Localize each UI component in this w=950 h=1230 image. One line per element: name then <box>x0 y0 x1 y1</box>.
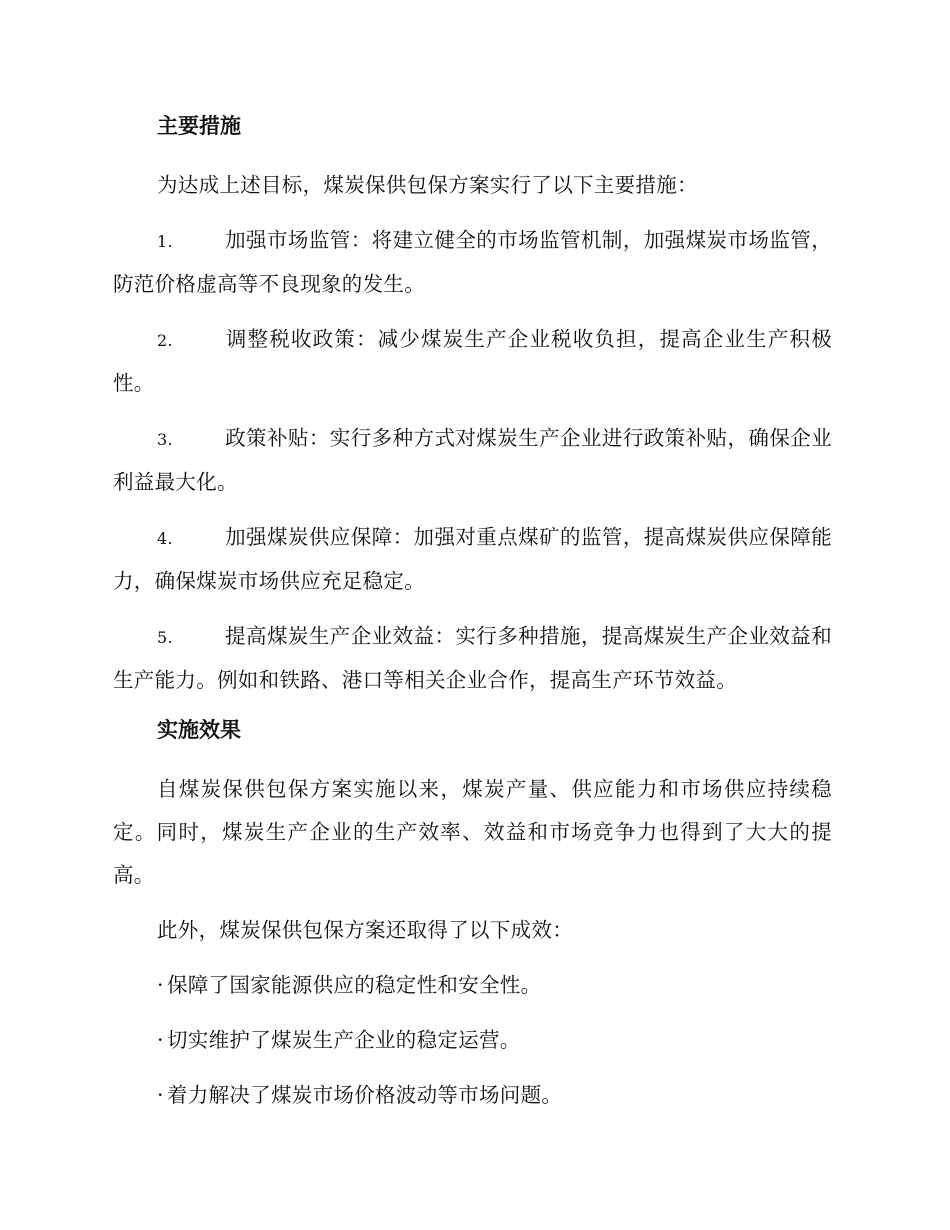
list-number: 2. <box>157 331 173 350</box>
list-number: 5. <box>157 628 173 647</box>
bullet-item-text: 保障了国家能源供应的稳定性和安全性。 <box>167 973 542 997</box>
results-paragraph-1: 自煤炭保供包保方案实施以来，煤炭产量、供应能力和市场供应持续稳定。同时，煤炭生产企业的生产效率、效益和市场竞争力也得到了大大的提高。 <box>113 777 832 887</box>
bullet-dot-icon: · <box>157 1028 164 1052</box>
list-item-text: 提高煤炭生产企业效益：实行多种措施，提高煤炭生产企业效益和生产能力。例如和铁路、港口等相关企业合作，提高生产环节效益。 <box>113 624 832 692</box>
bullet-item-3 <box>113 1074 832 1117</box>
list-number: 1. <box>157 232 173 251</box>
list-item-2 <box>113 318 832 405</box>
list-item-text: 调整税收政策：减少煤炭生产企业税收负担，提高企业生产积极性。 <box>113 327 832 395</box>
bullet-item-text: 切实维护了煤炭生产企业的稳定运营。 <box>167 1028 521 1052</box>
bullet-item-1 <box>113 964 832 1007</box>
section-heading-main-measures: 主要措施 <box>157 114 241 138</box>
list-item-4 <box>113 516 832 603</box>
bullet-item-text: 着力解决了煤炭市场价格波动等市场问题。 <box>167 1083 563 1107</box>
list-item-text: 加强市场监管：将建立健全的市场监管机制，加强煤炭市场监管，防范价格虚高等不良现象的发生。 <box>113 228 832 296</box>
bullet-item-2 <box>113 1019 832 1062</box>
list-item-text: 加强煤炭供应保障：加强对重点煤矿的监管，提高煤炭供应保障能力，确保煤炭市场供应充足稳定。 <box>113 525 832 593</box>
bullet-dot-icon: · <box>157 973 164 997</box>
list-item-3 <box>113 417 832 504</box>
list-item-1 <box>113 219 832 306</box>
intro-paragraph: 为达成上述目标，煤炭保供包保方案实行了以下主要措施： <box>157 173 698 197</box>
results-paragraph-2: 此外，煤炭保供包保方案还取得了以下成效： <box>157 918 573 942</box>
list-number: 3. <box>157 430 173 449</box>
section-heading-implementation-results: 实施效果 <box>157 718 241 742</box>
list-number: 4. <box>157 529 173 548</box>
bullet-dot-icon: · <box>157 1083 164 1107</box>
list-item-5 <box>113 615 832 702</box>
list-item-text: 政策补贴：实行多种方式对煤炭生产企业进行政策补贴，确保企业利益最大化。 <box>113 426 832 494</box>
